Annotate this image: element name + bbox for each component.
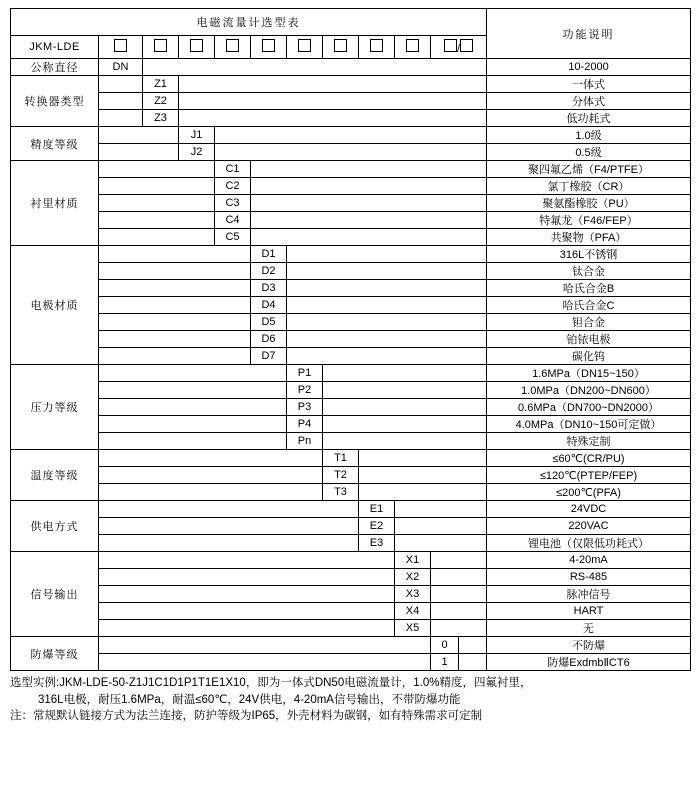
spacer-cell xyxy=(99,178,215,195)
desc-e2: 220VAC xyxy=(487,518,691,535)
checkbox-icon xyxy=(370,39,383,52)
code-c3: C3 xyxy=(215,195,251,212)
table-row xyxy=(11,127,691,144)
code-c4: C4 xyxy=(215,212,251,229)
desc-d4: 哈氏合金C xyxy=(487,297,691,314)
spacer-cell xyxy=(99,110,143,127)
row-label-temperature-class: 温度等级 xyxy=(11,450,99,501)
code-t3: T3 xyxy=(323,484,359,501)
code-p2: P2 xyxy=(287,382,323,399)
code-pn: Pn xyxy=(287,433,323,450)
code-x1: X1 xyxy=(395,552,431,569)
code-d3: D3 xyxy=(251,280,287,297)
code-d7: D7 xyxy=(251,348,287,365)
select-box-pressure[interactable] xyxy=(287,36,323,59)
spacer-cell xyxy=(359,467,487,484)
spacer-cell xyxy=(179,76,487,93)
spacer-cell xyxy=(395,535,487,552)
checkbox-icon xyxy=(114,39,127,52)
desc-d1: 316L不锈钢 xyxy=(487,246,691,263)
code-t2: T2 xyxy=(323,467,359,484)
desc-d2: 钛合金 xyxy=(487,263,691,280)
spacer-cell xyxy=(143,59,487,76)
spacer-cell xyxy=(99,399,287,416)
spacer-cell xyxy=(99,467,323,484)
checkbox-icon xyxy=(334,39,347,52)
code-d2: D2 xyxy=(251,263,287,280)
desc-x5: 无 xyxy=(487,620,691,637)
code-ex-0: 0 xyxy=(431,637,459,654)
spacer-cell xyxy=(99,450,323,467)
spacer-cell xyxy=(99,433,287,450)
spacer-cell xyxy=(459,637,487,654)
code-x5: X5 xyxy=(395,620,431,637)
code-z3: Z3 xyxy=(143,110,179,127)
spacer-cell xyxy=(99,637,431,654)
select-box-signal[interactable] xyxy=(395,36,431,59)
desc-t1: ≤60℃(CR/PU) xyxy=(487,450,691,467)
code-ex-1: 1 xyxy=(431,654,459,671)
code-x2: X2 xyxy=(395,569,431,586)
checkbox-icon xyxy=(406,39,419,52)
desc-j2: 0.5级 xyxy=(487,144,691,161)
spacer-cell xyxy=(99,620,395,637)
select-box-accuracy[interactable] xyxy=(179,36,215,59)
table-row xyxy=(11,212,691,229)
desc-z2: 分体式 xyxy=(487,93,691,110)
spacer-cell xyxy=(395,518,487,535)
spacer-cell xyxy=(99,365,287,382)
spacer-cell xyxy=(99,586,395,603)
desc-p3: 0.6MPa（DN700~DN2000） xyxy=(487,399,691,416)
code-dn: DN xyxy=(99,59,143,76)
desc-p4: 4.0MPa（DN10~150可定做） xyxy=(487,416,691,433)
table-row xyxy=(11,433,691,450)
table-row xyxy=(11,501,691,518)
spacer-cell xyxy=(99,246,251,263)
table-row xyxy=(11,399,691,416)
table-row xyxy=(11,76,691,93)
code-p4: P4 xyxy=(287,416,323,433)
code-p1: P1 xyxy=(287,365,323,382)
desc-x3: 脉冲信号 xyxy=(487,586,691,603)
table-row xyxy=(11,280,691,297)
spacer-cell xyxy=(99,535,359,552)
code-p3: P3 xyxy=(287,399,323,416)
desc-z3: 低功耗式 xyxy=(487,110,691,127)
desc-c2: 氯丁橡胶（CR） xyxy=(487,178,691,195)
select-box-explosion[interactable] xyxy=(431,36,487,59)
desc-c4: 特氟龙（F46/FEP） xyxy=(487,212,691,229)
spacer-cell xyxy=(251,212,487,229)
row-label-electrode-material: 电极材质 xyxy=(11,246,99,365)
table-row xyxy=(11,518,691,535)
note-example-line-2: 316L电极，耐压1.6MPa，耐温≤60℃，24V供电，4-20mA信号输出，不带防爆功能 xyxy=(38,693,461,706)
code-e2: E2 xyxy=(359,518,395,535)
spacer-cell xyxy=(179,110,487,127)
code-d4: D4 xyxy=(251,297,287,314)
note-example-line-1: 选型实例:JKM-LDE-50-Z1J1C1D1P1T1E1X10，即为一体式DN50电磁流量计，1.0%精度，四氟衬里， xyxy=(10,677,532,689)
table-row xyxy=(11,654,691,671)
desc-ex-0: 不防爆 xyxy=(487,637,691,654)
spacer-cell xyxy=(323,382,487,399)
spacer-cell xyxy=(99,518,359,535)
spacer-cell xyxy=(359,484,487,501)
table-title: 电磁流量计选型表 xyxy=(11,9,487,36)
table-row xyxy=(11,229,691,246)
spacer-cell xyxy=(323,416,487,433)
spacer-cell xyxy=(431,603,487,620)
table-row xyxy=(11,484,691,501)
table-row xyxy=(11,620,691,637)
code-e3: E3 xyxy=(359,535,395,552)
note-remark: 注：常规默认链接方式为法兰连接，防护等级为IP65，外壳材料为碳钢，如有特殊需求可定制 xyxy=(10,710,483,723)
spacer-cell xyxy=(99,297,251,314)
row-label-power-supply: 供电方式 xyxy=(11,501,99,552)
desc-d7: 碳化钨 xyxy=(487,348,691,365)
code-e1: E1 xyxy=(359,501,395,518)
spacer-cell xyxy=(287,263,487,280)
checkbox-icon xyxy=(298,39,311,52)
table-row xyxy=(11,382,691,399)
desc-p2: 1.0MPa（DN200~DN600） xyxy=(487,382,691,399)
spacer-cell xyxy=(215,144,487,161)
spacer-cell xyxy=(99,314,251,331)
spacer-cell xyxy=(323,365,487,382)
table-row xyxy=(11,348,691,365)
desc-pn: 特殊定制 xyxy=(487,433,691,450)
spacer-cell xyxy=(99,348,251,365)
table-row xyxy=(11,569,691,586)
spacer-cell xyxy=(99,76,143,93)
code-c2: C2 xyxy=(215,178,251,195)
code-d1: D1 xyxy=(251,246,287,263)
table-row xyxy=(11,144,691,161)
table-row xyxy=(11,365,691,382)
row-label-explosion-proof: 防爆等级 xyxy=(11,637,99,671)
table-row xyxy=(11,552,691,569)
spacer-cell xyxy=(99,603,395,620)
select-box-temperature[interactable] xyxy=(323,36,359,59)
select-box-electrode[interactable] xyxy=(251,36,287,59)
desc-c3: 聚氨酯橡胶（PU） xyxy=(487,195,691,212)
desc-e1: 24VDC xyxy=(487,501,691,518)
slash-separator: / xyxy=(456,43,461,55)
table-row xyxy=(11,416,691,433)
desc-c5: 共聚物（PFA） xyxy=(487,229,691,246)
spacer-cell xyxy=(431,586,487,603)
code-z1: Z1 xyxy=(143,76,179,93)
spacer-cell xyxy=(431,620,487,637)
spacer-cell xyxy=(99,263,251,280)
desc-d6: 铂铱电极 xyxy=(487,331,691,348)
desc-x2: RS-485 xyxy=(487,569,691,586)
spacer-cell xyxy=(251,229,487,246)
code-x3: X3 xyxy=(395,586,431,603)
spacer-cell xyxy=(99,552,395,569)
spacer-cell xyxy=(251,195,487,212)
spacer-cell xyxy=(179,93,487,110)
code-d6: D6 xyxy=(251,331,287,348)
desc-e3: 锂电池（仅限低功耗式） xyxy=(487,535,691,552)
spacer-cell xyxy=(395,501,487,518)
table-row xyxy=(11,110,691,127)
desc-dn-range: 10-2000 xyxy=(487,59,691,76)
spacer-cell xyxy=(431,569,487,586)
spacer-cell xyxy=(99,484,323,501)
spacer-cell xyxy=(287,297,487,314)
desc-ex-1: 防爆ExdmbⅡCT6 xyxy=(487,654,691,671)
spacer-cell xyxy=(99,127,179,144)
desc-z1: 一体式 xyxy=(487,76,691,93)
spacer-cell xyxy=(359,450,487,467)
table-row xyxy=(11,637,691,654)
checkbox-icon xyxy=(190,39,203,52)
desc-t3: ≤200℃(PFA) xyxy=(487,484,691,501)
spacer-cell xyxy=(99,144,179,161)
selection-table xyxy=(10,8,691,671)
row-label-accuracy-class: 精度等级 xyxy=(11,127,99,161)
spacer-cell xyxy=(215,127,487,144)
spacer-cell xyxy=(99,195,215,212)
code-d5: D5 xyxy=(251,314,287,331)
table-row xyxy=(11,161,691,178)
code-c1: C1 xyxy=(215,161,251,178)
spacer-cell xyxy=(287,246,487,263)
notes-block xyxy=(10,675,690,725)
desc-d3: 哈氏合金B xyxy=(487,280,691,297)
code-z2: Z2 xyxy=(143,93,179,110)
spacer-cell xyxy=(99,93,143,110)
spacer-cell xyxy=(99,416,287,433)
table-row xyxy=(11,603,691,620)
checkbox-icon xyxy=(262,39,275,52)
spacer-cell xyxy=(99,229,215,246)
table-header-row xyxy=(11,9,691,36)
select-box-liner[interactable] xyxy=(215,36,251,59)
spacer-cell xyxy=(459,654,487,671)
desc-j1: 1.0级 xyxy=(487,127,691,144)
spacer-cell xyxy=(431,552,487,569)
table-row xyxy=(11,467,691,484)
code-x4: X4 xyxy=(395,603,431,620)
table-row xyxy=(11,263,691,280)
spacer-cell xyxy=(99,331,251,348)
select-box-converter[interactable] xyxy=(143,36,179,59)
spacer-cell xyxy=(99,212,215,229)
checkbox-icon xyxy=(154,39,167,52)
table-row xyxy=(11,93,691,110)
spacer-cell xyxy=(323,399,487,416)
table-row xyxy=(11,535,691,552)
table-row xyxy=(11,246,691,263)
spacer-cell xyxy=(287,280,487,297)
row-label-nominal-diameter: 公称直径 xyxy=(11,59,99,76)
row-label-converter-type: 转换器类型 xyxy=(11,76,99,127)
code-j1: J1 xyxy=(179,127,215,144)
spacer-cell xyxy=(251,161,487,178)
table-row xyxy=(11,331,691,348)
spacer-cell xyxy=(99,382,287,399)
desc-x4: HART xyxy=(487,603,691,620)
table-row xyxy=(11,450,691,467)
checkbox-icon xyxy=(460,39,473,52)
function-title: 功能说明 xyxy=(487,9,691,59)
code-j2: J2 xyxy=(179,144,215,161)
table-row xyxy=(11,586,691,603)
row-label-signal-output: 信号输出 xyxy=(11,552,99,637)
select-box-dn[interactable] xyxy=(99,36,143,59)
table-row xyxy=(11,314,691,331)
row-label-liner-material: 衬里材质 xyxy=(11,161,99,246)
spacer-cell xyxy=(323,433,487,450)
checkbox-icon xyxy=(226,39,239,52)
spacer-cell xyxy=(287,348,487,365)
desc-c1: 聚四氟乙烯（F4/PTFE） xyxy=(487,161,691,178)
desc-x1: 4-20mA xyxy=(487,552,691,569)
spacer-cell xyxy=(99,280,251,297)
spacer-cell xyxy=(99,654,431,671)
table-row xyxy=(11,59,691,76)
code-c5: C5 xyxy=(215,229,251,246)
desc-t2: ≤120℃(PTEP/FEP) xyxy=(487,467,691,484)
select-box-power[interactable] xyxy=(359,36,395,59)
table-row xyxy=(11,178,691,195)
row-label-pressure-class: 压力等级 xyxy=(11,365,99,450)
table-row xyxy=(11,297,691,314)
spacer-cell xyxy=(251,178,487,195)
code-t1: T1 xyxy=(323,450,359,467)
spacer-cell xyxy=(287,331,487,348)
spacer-cell xyxy=(99,569,395,586)
table-row xyxy=(11,195,691,212)
spacer-cell xyxy=(99,161,215,178)
desc-d5: 钽合金 xyxy=(487,314,691,331)
desc-p1: 1.6MPa（DN15~150） xyxy=(487,365,691,382)
model-code: JKM-LDE xyxy=(11,36,99,59)
checkbox-icon xyxy=(444,39,457,52)
spacer-cell xyxy=(99,501,359,518)
spacer-cell xyxy=(287,314,487,331)
